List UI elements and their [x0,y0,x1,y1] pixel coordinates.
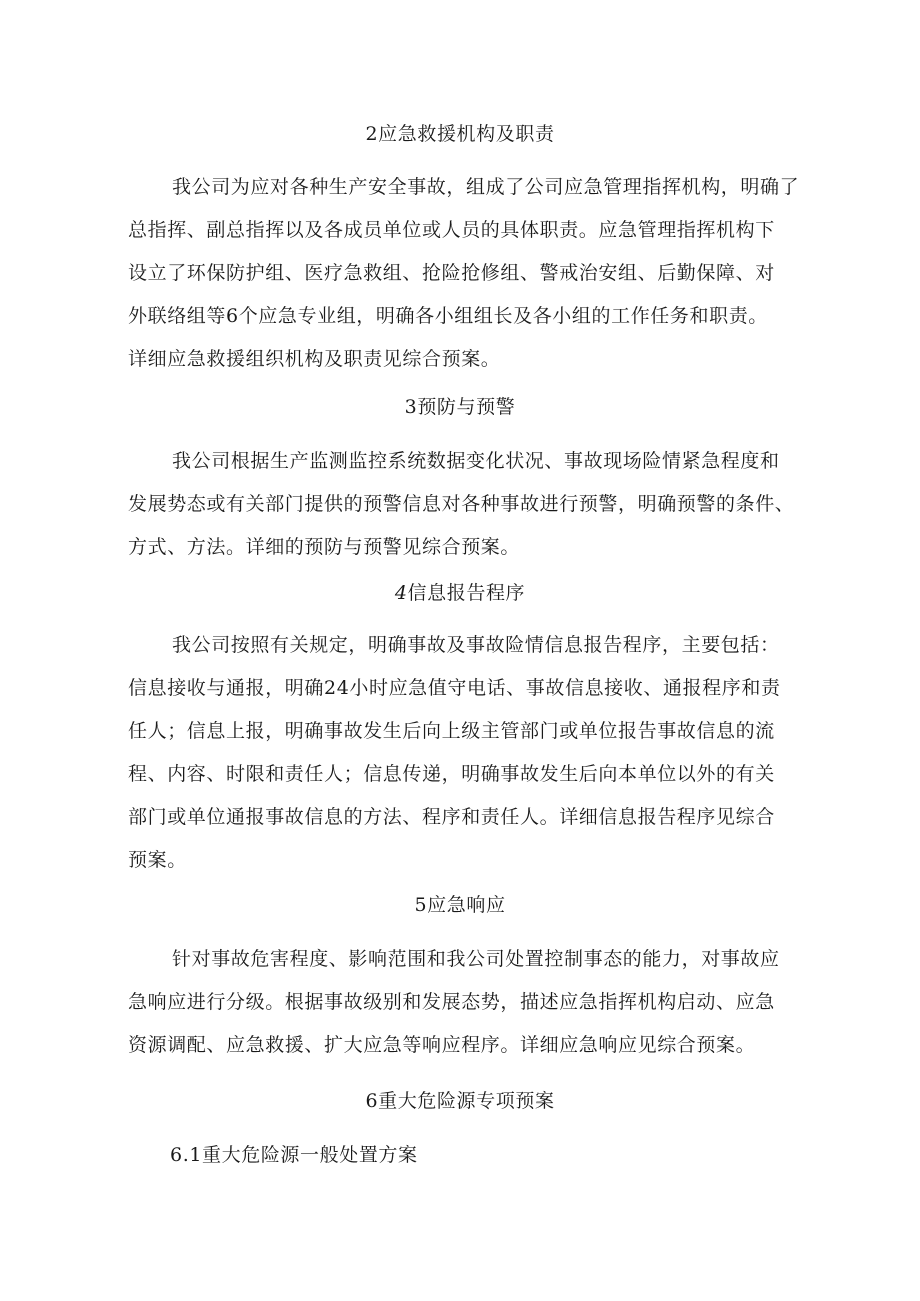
section-4-paragraph [128,630,828,870]
section-5-paragraph [128,944,828,1054]
paragraph-line: 任人；信息上报，明确事故发生后向上级主管部门或单位报告事故信息的流 [128,720,775,742]
paragraph-line: 资源调配、应急救援、扩大应急等响应程序。详细应急响应见综合预案。 [128,1034,756,1056]
paragraph-line: 程、内容、时限和责任人；信息传递，明确事故发生后向本单位以外的有关 [128,763,775,785]
section-2-heading: 2应急救援机构及职责 [365,123,555,145]
paragraph-line: 我公司为应对各种生产安全事故，组成了公司应急管理指挥机构，明确了 [172,176,800,198]
paragraph-line: 急响应进行分级。根据事故级别和发展态势，描述应急指挥机构启动、应急 [128,991,775,1013]
paragraph-line: 预案。 [128,849,187,871]
paragraph-line: 部门或单位通报事故信息的方法、程序和责任人。详细信息报告程序见综合 [128,806,775,828]
section-5-heading: 5应急响应 [414,894,506,916]
paragraph-line: 发展势态或有关部门提供的预警信息对各种事故进行预警，明确预警的条件、 [128,493,795,515]
paragraph-line: 信息接收与通报，明确24小时应急值守电话、事故信息接收、通报程序和责 [128,677,781,699]
paragraph-line: 我公司根据生产监测监控系统数据变化状况、事故现场险情紧急程度和 [172,450,780,472]
paragraph-line: 我公司按照有关规定，明确事故及事故险情信息报告程序，主要包括： [172,634,780,656]
paragraph-line: 总指挥、副总指挥以及各成员单位或人员的具体职责。应急管理指挥机构下 [128,219,775,241]
paragraph-line: 方式、方法。详细的预防与预警见综合预案。 [128,536,521,558]
section-2-paragraph [128,172,828,372]
section-4-heading [0,578,920,605]
section-3-paragraph [128,446,828,556]
paragraph-line: 外联络组等6个应急专业组，明确各小组组长及各小组的工作任务和职责。 [128,305,768,327]
section-4-number: 4 [394,582,408,604]
paragraph-line: 针对事故危害程度、影响范围和我公司处置控制事态的能力，对事故应 [172,948,780,970]
paragraph-line: 详细应急救援组织机构及职责见综合预案。 [128,348,501,370]
section-4-title: 信息报告程序 [407,582,526,604]
section-6-1-heading: 6.1重大危险源一般处置方案 [170,1144,418,1166]
paragraph-line: 设立了环保防护组、医疗急救组、抢险抢修组、警戒治安组、后勤保障、对 [128,262,775,284]
section-6-heading: 6重大危险源专项预案 [365,1090,555,1112]
section-3-heading: 3预防与预警 [404,396,516,418]
